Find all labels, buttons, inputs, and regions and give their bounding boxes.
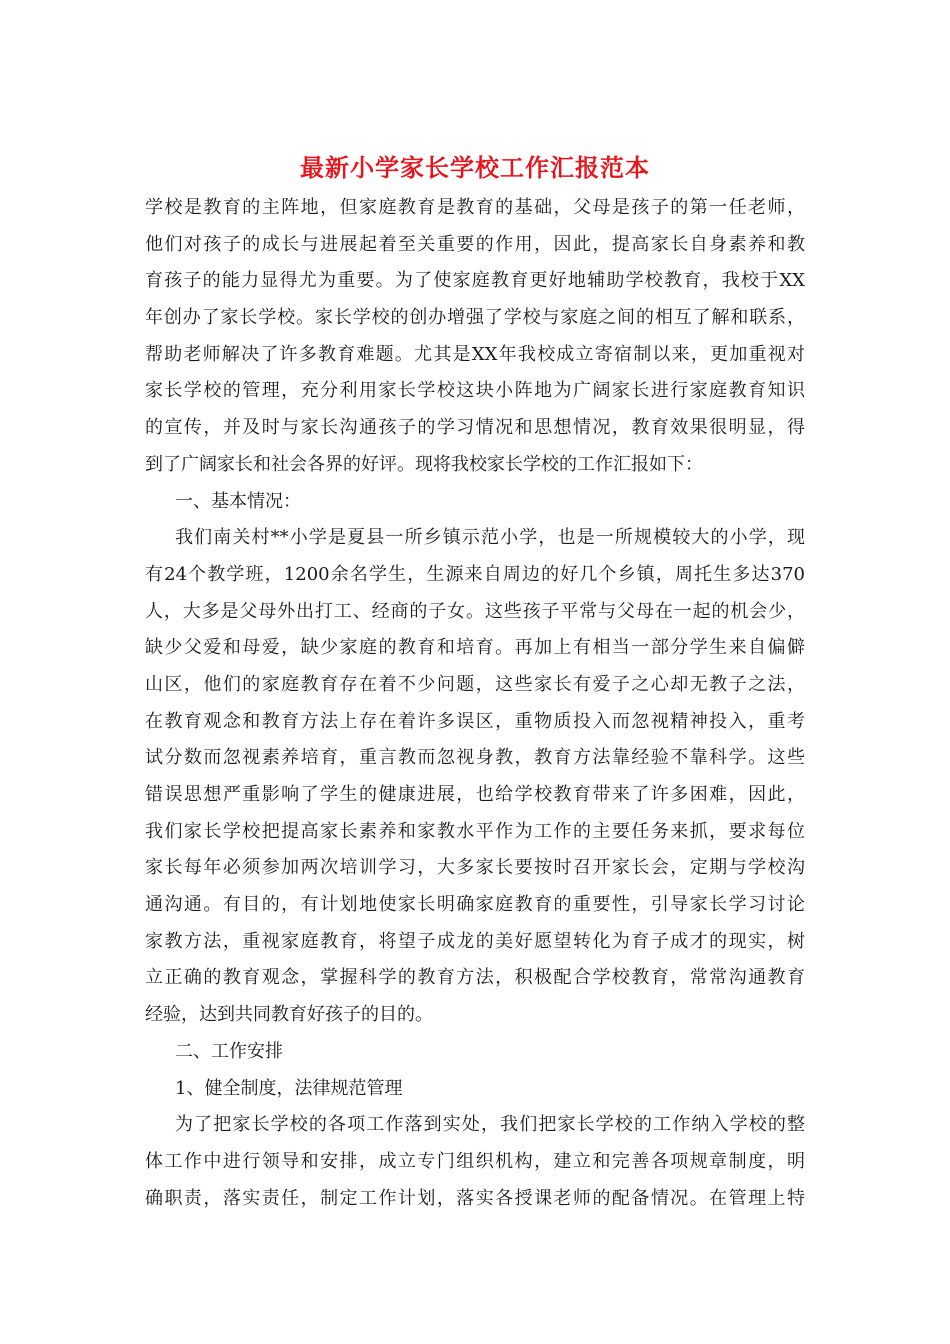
text-line: 的宣传，并及时与家长沟通孩子的学习情况和思想情况，教育效果很明显，得 xyxy=(145,417,805,439)
document-body xyxy=(145,190,805,1217)
text-line: 我们家长学校把提高家长素养和家教水平作为工作的主要任务来抓，要求每位 xyxy=(145,820,805,842)
text-line: 体工作中进行领导和安排，成立专门组织机构，建立和完善各项规章制度，明 xyxy=(145,1150,805,1172)
text-line: 家长学校的管理，充分利用家长学校这块小阵地为广阔家长进行家庭教育知识 xyxy=(145,380,805,402)
text-line: 家教方法，重视家庭教育，将望子成龙的美好愿望转化为育子成才的现实，树 xyxy=(145,930,805,952)
text-line: 为了把家长学校的各项工作落到实处，我们把家长学校的工作纳入学校的整 xyxy=(175,1114,805,1136)
text-line: 他们对孩子的成长与进展起着至关重要的作用，因此，提高家长自身素养和教 xyxy=(145,233,805,255)
text-line: 年创办了家长学校。家长学校的创办增强了学校与家庭之间的相互了解和联系， xyxy=(145,307,805,329)
text-line: 山区，他们的家庭教育存在着不少问题，这些家长有爱子之心却无教子之法， xyxy=(145,673,805,695)
text-line: 育孩子的能力显得尤为重要。为了使家庭教育更好地辅助学校教育，我校于XX xyxy=(145,270,805,292)
text-line: 一、基本情况： xyxy=(175,490,301,512)
text-line: 在教育观念和教育方法上存在着许多误区，重物质投入而忽视精神投入，重考 xyxy=(145,710,805,732)
text-line: 人，大多是父母外出打工、经商的子女。这些孩子平常与父母在一起的机会少， xyxy=(145,600,805,622)
text-line: 通沟通。有目的，有计划地使家长明确家庭教育的重要性，引导家长学习讨论 xyxy=(145,894,805,916)
text-line: 确职责，落实责任，制定工作计划，落实各授课老师的配备情况。在管理上特 xyxy=(145,1187,805,1209)
document-title: 最新小学家长学校工作汇报范本 xyxy=(300,153,650,182)
text-line: 帮助老师解决了许多教育难题。尤其是XX年我校成立寄宿制以来，更加重视对 xyxy=(145,343,805,365)
text-line: 二、工作安排 xyxy=(175,1040,283,1062)
text-line: 学校是教育的主阵地，但家庭教育是教育的基础，父母是孩子的第一任老师， xyxy=(145,197,805,218)
text-line: 1、健全制度，法律规范管理 xyxy=(175,1077,403,1099)
text-line: 缺少父爱和母爱，缺少家庭的教育和培育。再加上有相当一部分学生来自偏僻 xyxy=(145,637,805,659)
text-line: 经验，达到共同教育好孩子的目的。 xyxy=(145,1004,433,1026)
text-line: 家长每年必须参加两次培训学习，大多家长要按时召开家长会，定期与学校沟 xyxy=(145,857,805,879)
text-line: 错误思想严重影响了学生的健康进展，也给学校教育带来了许多困难，因此， xyxy=(145,784,805,805)
text-line: 有24个教学班，1200余名学生，生源来自周边的好几个乡镇，周托生多达370 xyxy=(145,563,805,585)
text-line: 立正确的教育观念，掌握科学的教育方法，积极配合学校教育，常常沟通教育 xyxy=(145,967,805,989)
text-line: 我们南关村**小学是夏县一所乡镇示范小学，也是一所规模较大的小学，现 xyxy=(175,527,805,549)
text-line: 到了广阔家长和社会各界的好评。现将我校家长学校的工作汇报如下： xyxy=(145,453,703,475)
text-line: 试分数而忽视素养培育，重言教而忽视身教，教育方法靠经验不靠科学。这些 xyxy=(145,747,805,769)
